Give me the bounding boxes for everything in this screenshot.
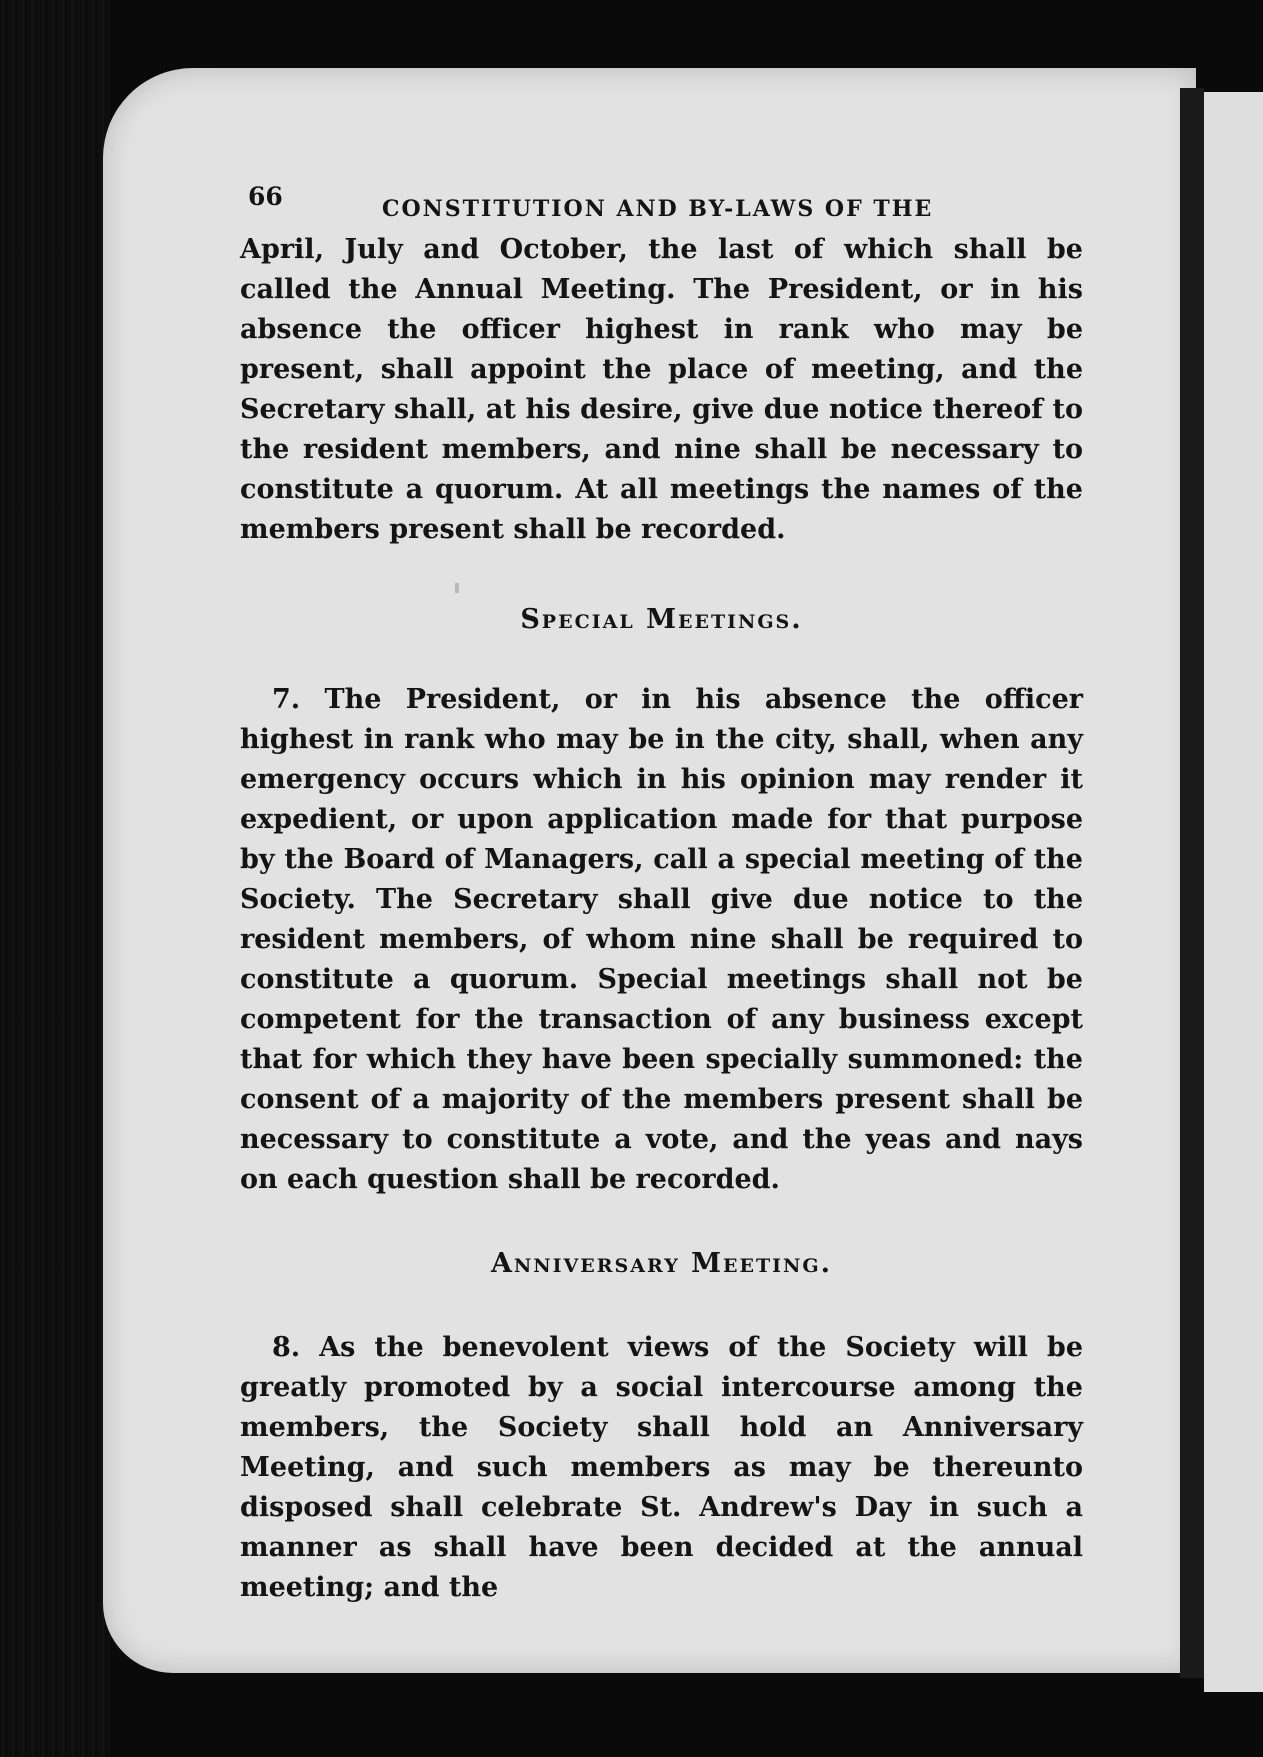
running-head-title: CONSTITUTION AND BY-LAWS OF THE <box>382 196 934 222</box>
page-number: 66 <box>248 182 283 211</box>
facing-page-edge <box>1204 92 1263 1692</box>
section-7-paragraph: 7. The President, or in his absence the officer highest in rank who may be in the city, shall, when any emergency occurs which in his opinion may render it expedient, or upon application made for that purpose by the Board of Managers, call a special meeting of the Society. The Secretary shall give due notice to the resident members, of whom nine shall be required to constitute a quorum. Special meetings shall not be competent for the transaction of any business except that for which they have been specially summoned: the consent of a majority of the members present shall be necessary to constitute a vote, and the yeas and nays on each question shall be recorded. <box>240 684 1083 1195</box>
running-head <box>240 170 1083 230</box>
continuation-paragraph: April, July and October, the last of which shall be called the Annual Meeting. The President, or in his absence the officer highest in rank who may be present, shall appoint the place of meeting, and the Secretary shall, at his desire, give due notice thereof to the resident members, and nine shall be necessary to constitute a quorum. At all meetings the names of the members present shall be recorded. <box>240 234 1083 545</box>
film-border <box>0 0 110 1757</box>
page-text <box>240 170 1083 1608</box>
section-8-paragraph: 8. As the benevolent views of the Society will be greatly promoted by a social intercourse among the members, the Society shall hold an Anniversary Meeting, and such members as may be thereunto disposed shall celebrate St. Andrew's Day in such a manner as shall have been decided at the annual meeting; and the <box>240 1332 1083 1603</box>
special-meetings-heading: Special Meetings. <box>520 604 803 635</box>
book-gutter <box>1180 88 1204 1678</box>
anniversary-meeting-heading: Anniversary Meeting. <box>490 1248 833 1279</box>
